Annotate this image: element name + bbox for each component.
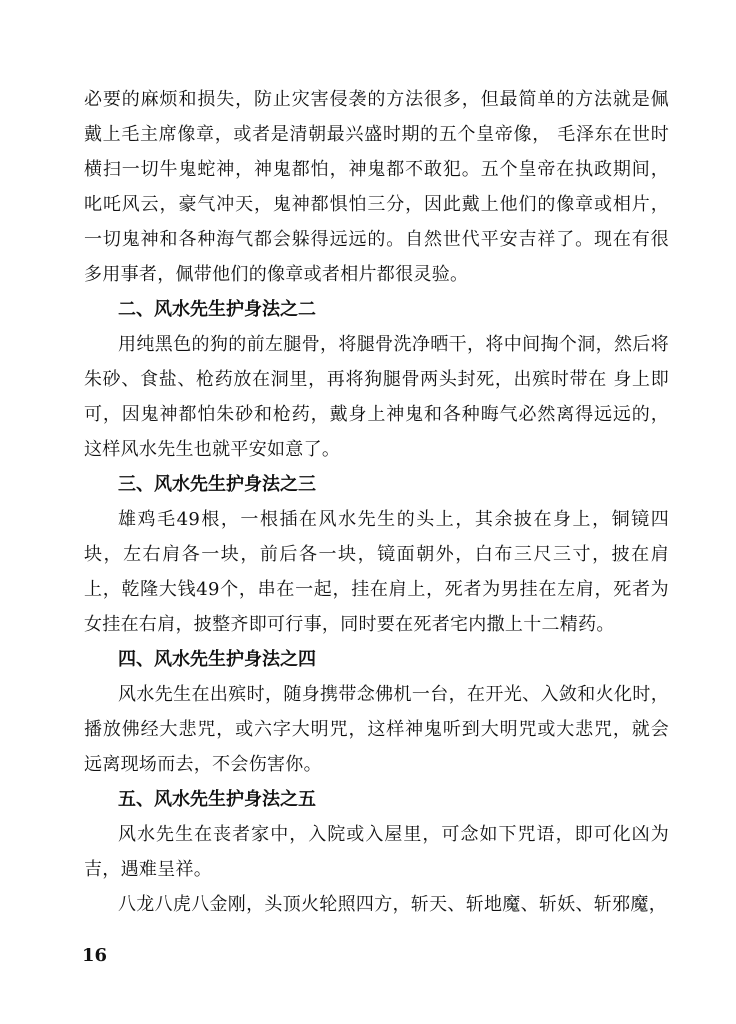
paragraph-method-4: 风水先生在出殡时，随身携带念佛机一台，在开光、入敛和火化时，播放佛经大悲咒，或六字大明咒，这样神鬼听到大明咒或大悲咒，就会远离现场而去，不会伤害你。 <box>84 684 669 775</box>
paragraph-method-5: 风水先生在丧者家中，入院或入屋里，可念如下咒语，即可化凶为吉，遇难呈祥。 <box>84 824 669 880</box>
section-heading-4: 四、风水先生护身法之四 <box>118 649 316 670</box>
section-heading-2: 二、风水先生护身法之二 <box>118 299 316 320</box>
page-number: 16 <box>82 945 108 966</box>
paragraph-intro: 必要的麻烦和损失，防止灾害侵袭的方法很多，但最简单的方法就是佩戴上毛主席像章，或者是清朝最兴盛时期的五个皇帝像， 毛泽东在世时横扫一切牛鬼蛇神，神鬼都怕，神鬼都不敢犯。五个皇帝在执政期间，叱吒风云，豪气冲天，鬼神都惧怕三分，因此戴上他们的像章或相片，一切鬼神和各种海气都会躲得远远的。自然世代平安吉祥了。现在有很多用事者，佩带他们的像章或者相片都很灵验。 <box>84 89 669 285</box>
paragraph-method-2: 用纯黑色的狗的前左腿骨，将腿骨洗净晒干，将中间掏个洞，然后将朱砂、食盐、枪药放在洞里，再将狗腿骨两头封死，出殡时带在 身上即可，因鬼神都怕朱砂和枪药，戴身上神鬼和各种晦气必然离得远远的，这样风水先生也就平安如意了。 <box>84 334 669 460</box>
paragraph-incantation: 八龙八虎八金刚，头顶火轮照四方，斩天、斩地魔、斩妖、斩邪魔， <box>118 894 667 915</box>
paragraph-method-3: 雄鸡毛49根，一根插在风水先生的头上，其余披在身上，铜镜四块，左右肩各一块，前后各一块，镜面朝外，白布三尺三寸，披在肩上，乾隆大钱49个，串在一起，挂在肩上，死者为男挂在左肩，死者为女挂在右肩，披整齐即可行事，同时要在死者宅内撒上十二精药。 <box>84 509 669 635</box>
section-heading-3: 三、风水先生护身法之三 <box>118 474 316 495</box>
page-body <box>84 82 669 922</box>
section-heading-5: 五、风水先生护身法之五 <box>118 789 316 810</box>
